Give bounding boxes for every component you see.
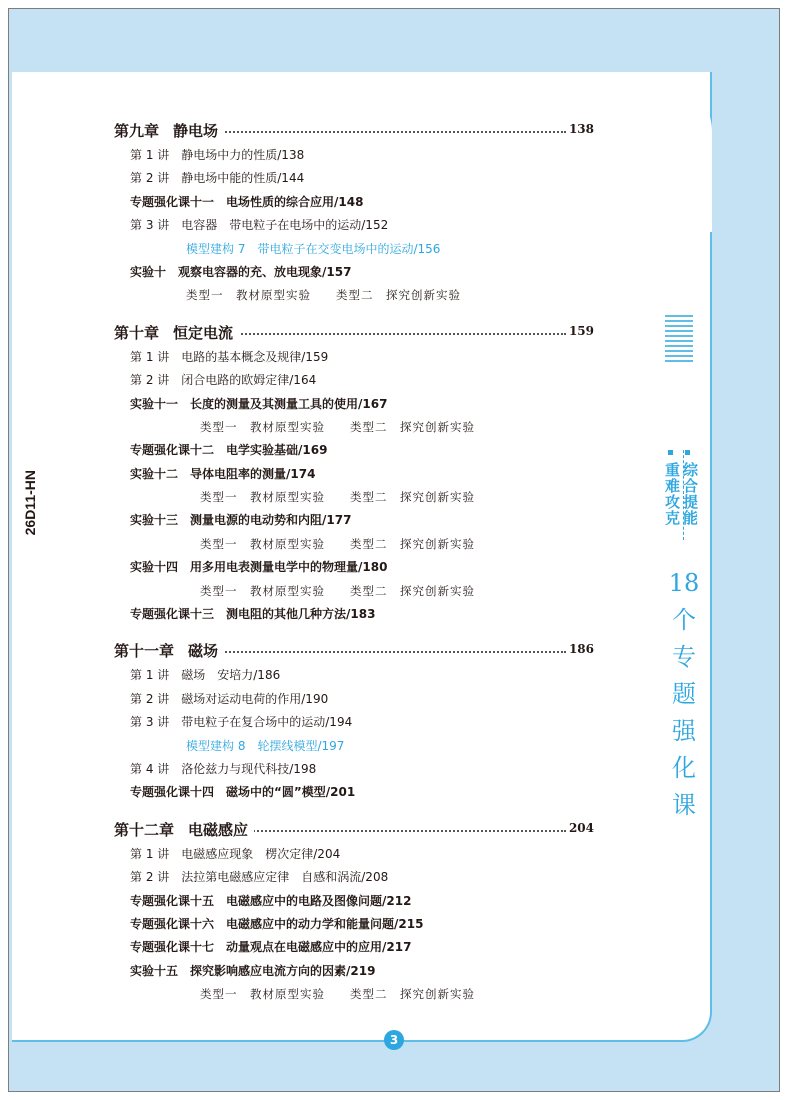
toc-entry[interactable]: 第 1 讲 磁场 安培力/186 — [130, 668, 281, 683]
toc-entry[interactable]: 第 2 讲 静电场中能的性质/144 — [130, 171, 305, 186]
square-bullet — [685, 450, 690, 455]
toc-entry[interactable]: 实验十二 导体电阻率的测量/174 — [130, 466, 316, 481]
book-code: 26D11-HN — [22, 470, 38, 536]
vertical-title-char: 强 — [672, 717, 696, 745]
chapter-number: 第十一章 — [114, 642, 175, 661]
toc-entry[interactable]: 第 1 讲 电磁感应现象 楞次定律/204 — [130, 846, 341, 861]
chapter-name: 电磁感应 — [188, 820, 249, 839]
toc-entry[interactable]: 第 3 讲 带电粒子在复合场中的运动/194 — [130, 715, 353, 730]
experiment-types[interactable]: 类型一 教材原型实验 类型二 探究创新实验 — [200, 536, 475, 551]
chapter-gap — [114, 805, 594, 819]
toc-entry[interactable]: 专题强化课十四 磁场中的“圆”模型/201 — [130, 785, 356, 800]
chapter-title — [114, 819, 254, 840]
vertical-title-char: 题 — [672, 680, 696, 708]
tab-label-b: 重难攻克 — [663, 462, 681, 526]
chapter-name: 磁场 — [188, 642, 219, 661]
chapter-number: 第十章 — [114, 323, 160, 342]
vertical-title-char: 课 — [672, 791, 696, 819]
toc-entry[interactable]: 第 4 讲 洛伦兹力与现代科技/198 — [130, 761, 317, 776]
vertical-title-char: 18 — [668, 569, 700, 597]
toc-entry[interactable]: 实验十五 探究影响感应电流方向的因素/219 — [130, 963, 376, 978]
toc-entry[interactable]: 第 2 讲 法拉第电磁感应定律 自感和涡流/208 — [130, 870, 389, 885]
toc-entry[interactable]: 专题强化课十六 电磁感应中的动力学和能量问题/215 — [130, 916, 424, 931]
toc-entry[interactable]: 实验十四 用多用电表测量电学中的物理量/180 — [130, 560, 388, 575]
table-of-contents — [114, 120, 594, 1007]
experiment-types[interactable]: 类型一 教材原型实验 类型二 探究创新实验 — [200, 490, 475, 505]
chapter-heading[interactable] — [114, 322, 594, 342]
chapter-number: 第九章 — [114, 122, 160, 140]
card-corner — [612, 72, 712, 232]
tab-label-a: 综合提能 — [681, 462, 699, 526]
stripes-decoration — [665, 315, 693, 365]
chapter-name: 静电场 — [173, 122, 219, 140]
model-entry[interactable]: 模型建构 8 轮摆线模型/197 — [186, 738, 345, 753]
experiment-types[interactable]: 类型一 教材原型实验 类型二 探究创新实验 — [186, 288, 461, 303]
toc-entry[interactable]: 专题强化课十三 测电阻的其他几种方法/183 — [130, 607, 376, 622]
chapter-heading[interactable] — [114, 640, 594, 660]
experiment-types[interactable]: 类型一 教材原型实验 类型二 探究创新实验 — [200, 987, 475, 1002]
toc-entry[interactable]: 第 1 讲 电路的基本概念及规律/159 — [130, 349, 329, 364]
toc-entry[interactable]: 第 1 讲 静电场中力的性质/138 — [130, 148, 305, 162]
chapter-number: 第十二章 — [114, 820, 175, 839]
vertical-title-char: 专 — [672, 643, 696, 671]
chapter-heading[interactable] — [114, 819, 594, 839]
toc-entry[interactable]: 专题强化课十七 动量观点在电磁感应中的应用/217 — [130, 940, 412, 955]
model-entry[interactable]: 模型建构 7 带电粒子在交变电场中的运动/156 — [186, 241, 441, 256]
toc-entry[interactable]: 专题强化课十五 电磁感应中的电路及图像问题/212 — [130, 893, 412, 908]
chapter-gap — [114, 308, 594, 322]
chapter-page: 186 — [568, 642, 594, 657]
experiment-types[interactable]: 类型一 教材原型实验 类型二 探究创新实验 — [200, 419, 475, 434]
square-bullet — [668, 450, 673, 455]
toc-entry[interactable]: 第 2 讲 闭合电路的欧姆定律/164 — [130, 373, 317, 388]
vertical-title-char: 化 — [672, 754, 696, 782]
chapter-title — [114, 322, 239, 343]
chapter-page: 204 — [568, 820, 594, 835]
toc-entry[interactable]: 第 3 讲 电容器 带电粒子在电场中的运动/152 — [130, 218, 389, 233]
chapter-heading[interactable] — [114, 120, 594, 140]
tab-divider — [683, 450, 684, 540]
toc-entry[interactable]: 实验十三 测量电源的电动势和内阻/177 — [130, 513, 352, 528]
chapter-page: 159 — [568, 323, 594, 338]
chapter-gap — [114, 626, 594, 640]
toc-entry[interactable]: 实验十 观察电容器的充、放电现象/157 — [130, 264, 352, 279]
toc-entry[interactable]: 第 2 讲 磁场对运动电荷的作用/190 — [130, 691, 329, 706]
chapter-title — [114, 120, 224, 141]
experiment-types[interactable]: 类型一 教材原型实验 类型二 探究创新实验 — [200, 583, 475, 598]
page-number: 3 — [384, 1030, 404, 1050]
chapter-name: 恒定电流 — [173, 323, 234, 342]
chapter-title — [114, 640, 224, 661]
chapter-page: 138 — [568, 122, 594, 136]
vertical-title-char: 个 — [672, 606, 696, 634]
toc-entry[interactable]: 专题强化课十一 电场性质的综合应用/148 — [130, 194, 364, 209]
toc-entry[interactable]: 专题强化课十二 电学实验基础/169 — [130, 443, 328, 458]
vertical-title — [664, 565, 704, 824]
toc-entry[interactable]: 实验十一 长度的测量及其测量工具的使用/167 — [130, 396, 388, 411]
